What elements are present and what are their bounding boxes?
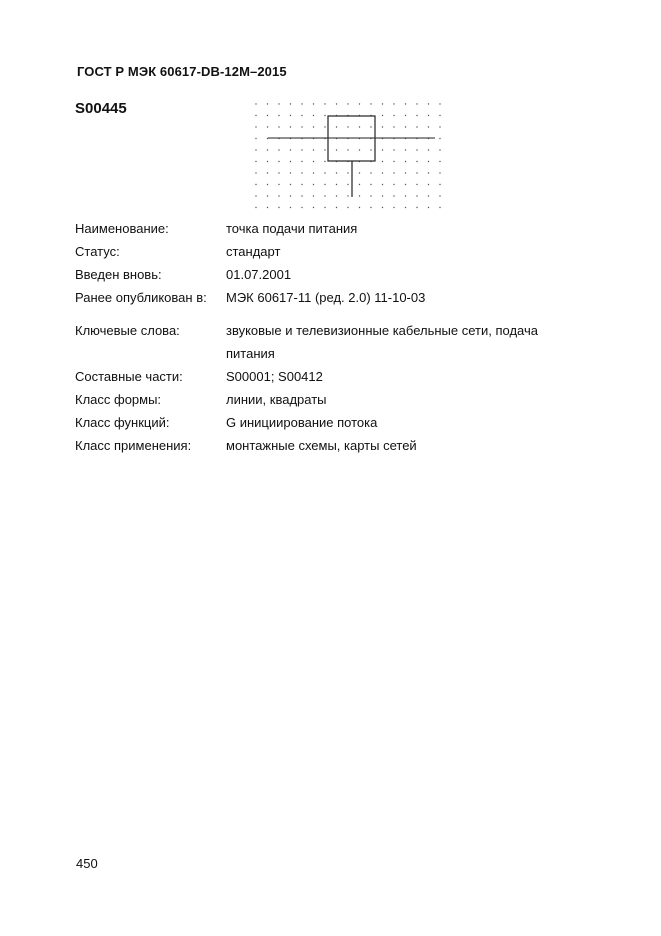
- field-value: G инициирование потока: [226, 415, 378, 430]
- field-label: Наименование:: [75, 221, 169, 236]
- field-row-keywords: [75, 319, 595, 342]
- field-row-previously-published: [75, 286, 595, 309]
- field-label: Введен вновь:: [75, 267, 162, 282]
- field-value: монтажные схемы, карты сетей: [226, 438, 417, 453]
- field-row-shape-class: [75, 388, 595, 411]
- field-label: Составные части:: [75, 369, 183, 384]
- field-label: Класс формы:: [75, 392, 162, 407]
- field-value: точка подачи питания: [226, 221, 358, 236]
- field-row-components: [75, 365, 595, 388]
- field-row-keywords-continued: [75, 342, 595, 365]
- field-table: [75, 217, 595, 457]
- symbol-code: S00445: [75, 100, 127, 117]
- field-value: МЭК 60617-11 (ред. 2.0) 11-10-03: [226, 290, 426, 305]
- field-row-name: [75, 217, 595, 240]
- field-value: питания: [226, 346, 275, 361]
- symbol-graphic: [250, 98, 450, 216]
- field-value: S00001; S00412: [226, 369, 323, 384]
- field-value: 01.07.2001: [226, 267, 292, 282]
- field-value: линии, квадраты: [226, 392, 327, 407]
- document-header: ГОСТ Р МЭК 60617-DB-12M–2015: [77, 64, 287, 79]
- field-value: звуковые и телевизионные кабельные сети, подача: [226, 323, 538, 338]
- page-number: 450: [76, 856, 98, 871]
- field-label: Ключевые слова:: [75, 323, 180, 338]
- field-label: Ранее опубликован в:: [75, 290, 207, 305]
- field-label: [75, 342, 226, 365]
- field-label: Класс применения:: [75, 438, 192, 453]
- field-value: стандарт: [226, 244, 281, 259]
- dot-grid: [255, 103, 440, 208]
- field-row-status: [75, 240, 595, 263]
- field-row-function-class: [75, 411, 595, 434]
- field-label: Статус:: [75, 244, 120, 259]
- field-row-application-class: [75, 434, 595, 457]
- field-label: Класс функций:: [75, 415, 170, 430]
- field-row-introduced: [75, 263, 595, 286]
